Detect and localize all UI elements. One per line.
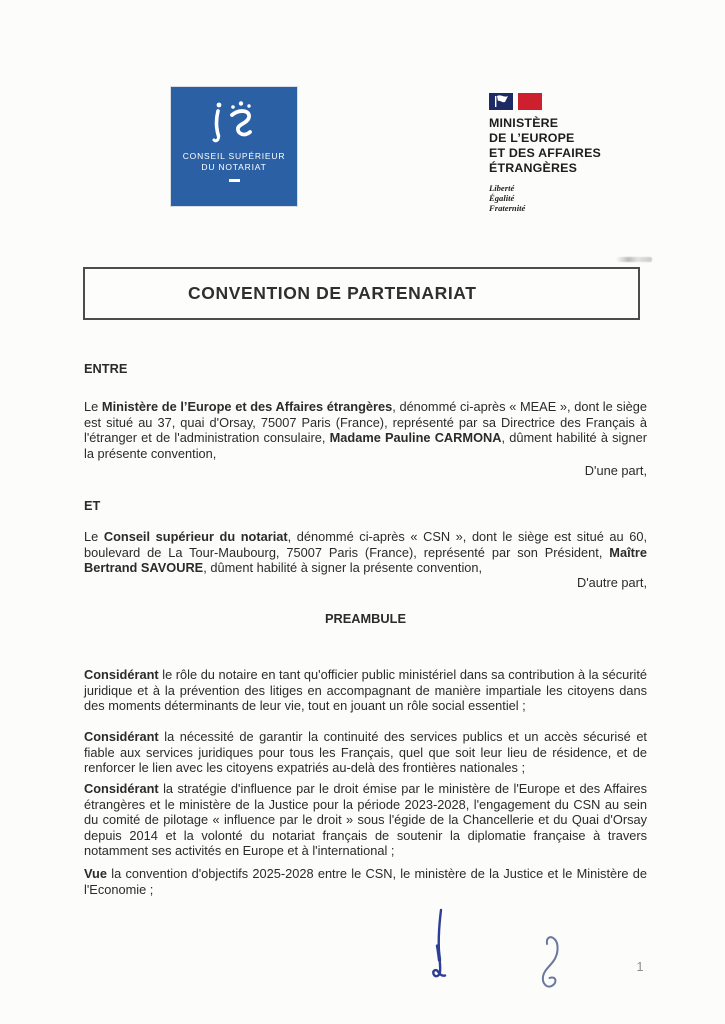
meae-line: DE L’EUROPE <box>489 131 575 145</box>
recital-paragraph-2 <box>84 729 647 776</box>
meae-logo <box>489 93 659 213</box>
party1-paragraph <box>84 399 647 461</box>
text-segment: Le <box>84 399 102 414</box>
text-segment: , dûment habilité à signer la présente convention, <box>84 430 648 461</box>
preambule-heading: PREAMBULE <box>324 611 407 626</box>
waving-flag-glyph-icon <box>489 93 513 110</box>
motto-line: Fraternité <box>489 202 526 213</box>
text-segment: , dénommé ci-après « CSN », dont le siège est situé au 60, boulevard de La Tour-Maubourg, 75007 Paris (France), représenté par son Président, <box>84 529 648 560</box>
signature-initial-right-icon <box>534 933 568 997</box>
party2-aside: D'autre part, <box>576 575 647 590</box>
meae-logo-title <box>489 116 659 176</box>
scan-artifact <box>616 257 652 262</box>
section-label-et: ET <box>84 498 101 513</box>
recital-paragraph-3 <box>84 781 647 859</box>
flag-red-block <box>518 93 542 110</box>
recital-text: la convention d'objectifs 2025-2028 entre le CSN, le ministère de la Justice et le Ministère de l'Economie ; <box>84 866 647 897</box>
csn-logo-text-line1: CONSEIL SUPÉRIEUR <box>182 151 286 161</box>
csn-logo <box>171 87 297 206</box>
recital-paragraph-4 <box>84 866 647 897</box>
text-segment-bold: Conseil supérieur du notariat <box>103 529 288 544</box>
text-segment: , dénommé ci-après « MEAE », dont le siège est situé au 37, quai d'Orsay, 75007 Paris (France), représenté par sa Directrice des Français à l'étranger et de l'administration consulaire, <box>84 399 648 445</box>
text-segment-bold: Madame Pauline CARMONA <box>329 430 502 445</box>
document-title: CONVENTION DE PARTENARIAT <box>188 283 477 303</box>
text-segment-bold: Ministère de l’Europe et des Affaires étrangères <box>101 399 393 414</box>
page-number: 1 <box>636 960 644 974</box>
party1-aside: D'une part, <box>584 463 647 478</box>
section-label-entre: ENTRE <box>84 361 128 376</box>
recital-lead: Considérant <box>84 729 159 744</box>
motto-line: Liberté <box>489 183 515 193</box>
recital-paragraph-1 <box>84 667 647 714</box>
motto-line: Égalité <box>489 192 515 203</box>
csn-logo-dash <box>229 179 240 182</box>
recital-lead: Considérant <box>84 781 159 796</box>
recital-lead: Vue <box>84 866 107 881</box>
meae-line: ÉTRANGÈRES <box>489 161 578 175</box>
party2-paragraph <box>84 529 647 576</box>
recital-text: la stratégie d'influence par le droit émise par le ministère de l'Europe et des Affaires étrangères et le ministère de la Justice pour la période 2023-2028, l'engagement du CSN au sein du comité de pilotage « influence par le droit » sous l'égide de la Chancellerie et du Quai d'Orsay depuis 2014 et la volonté du notariat français de soutenir la diplomatie française à travers notamment ses activités en Europe et à l'international ; <box>84 781 647 858</box>
republic-motto <box>489 184 659 213</box>
recital-lead: Considérant <box>84 667 159 682</box>
recital-text: la nécessité de garantir la continuité des services publics et un accès sécurisé et fiable aux services juridiques pour tous les Français, quel que soit leur lieu de résidence, et de renforcer le lien avec les citoyens expatriés au-delà des frontières nationales ; <box>84 729 647 775</box>
text-segment: , dûment habilité à signer la présente convention, <box>203 560 483 575</box>
text-segment-bold: Maître Bertrand SAVOURE <box>84 544 647 575</box>
signature-initial-left-icon <box>427 906 457 986</box>
flag-blue-block <box>489 93 513 110</box>
recital-text: le rôle du notaire en tant qu'officier public ministériel dans sa contribution à la sécurité juridique et à la prévention des litiges en accompagnant de manière impartiale les citoyens dans des moments déterminants de leur vie, tout en jouant un rôle social essentiel ; <box>84 667 647 713</box>
text-segment: Le <box>84 529 104 544</box>
csn-logo-mark-icon <box>206 100 262 144</box>
document-title-box <box>83 267 640 320</box>
csn-logo-text-line2: DU NOTARIAT <box>201 162 267 172</box>
meae-line: MINISTÈRE <box>489 116 559 130</box>
meae-line: ET DES AFFAIRES <box>489 146 602 160</box>
french-flag-icon <box>489 93 659 110</box>
